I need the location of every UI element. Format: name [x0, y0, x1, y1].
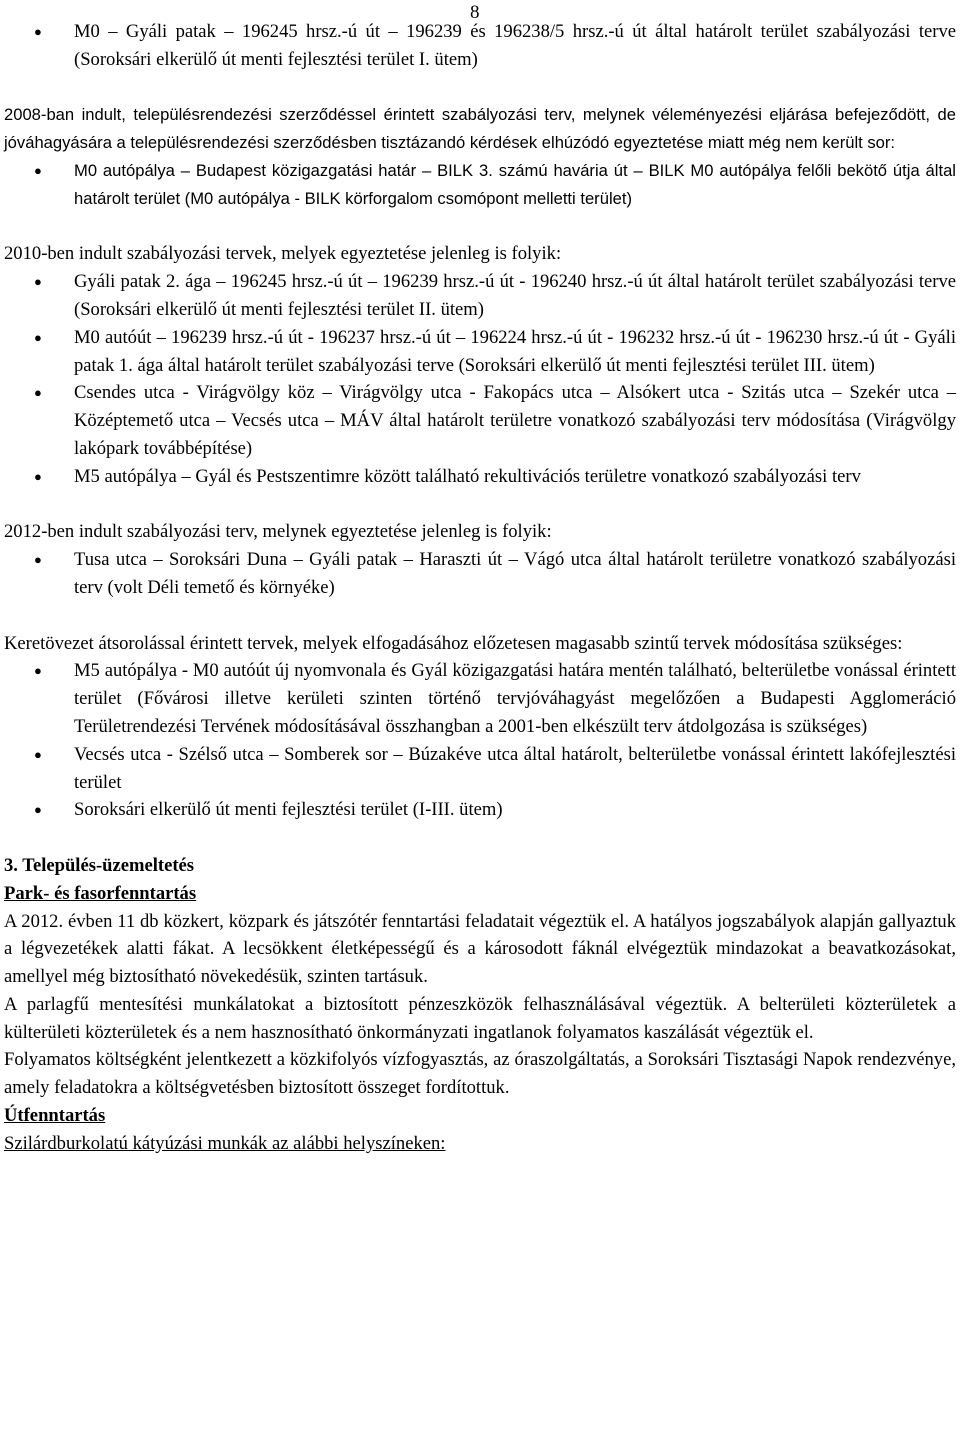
list-item: ● M0 – Gyáli patak – 196245 hrsz.-ú út – 196239 és 196238/5 hrsz.-ú út által határolt terület szabályozási terve (Soroksári elkerülő út menti fejlesztési terület I. ütem) — [4, 18, 956, 74]
list-item: ● Soroksári elkerülő út menti fejlesztési terület (I-III. ütem) — [4, 796, 956, 824]
subheading-utfenntartas: Útfenntartás — [4, 1105, 106, 1127]
list-item: ● Vecsés utca - Szélső utca – Somberek sor – Búzakéve utca által határolt, belterületbe vonással érintett lakófejlesztési terület — [4, 741, 956, 797]
list-item: ● M5 autópálya – Gyál és Pestszentimre között található rekultivációs területre vonatkozó szabályozási terv — [4, 463, 956, 491]
page-number: 8 — [470, 2, 480, 23]
list-item: ● Csendes utca - Virágvölgy köz – Virágvölgy utca - Fakopács utca – Alsókert utca - Szitás utca – Szekér utca – Középtemető utca – Vecsés utca – MÁV által határolt területre vonatkozó szabályozási terv módosítása (Virágvölgy lakópark továbbépítése) — [4, 379, 956, 462]
spacer — [4, 213, 956, 241]
spacer — [4, 74, 956, 102]
spacer — [4, 491, 956, 519]
paragraph-2012: 2012-ben indult szabályozási terv, melynek egyeztetése jelenleg is folyik: — [4, 521, 552, 543]
spacer — [4, 602, 956, 630]
paragraph-2008: 2008-ban indult, településrendezési szerződéssel érintett szabályozási terv, melynek véleményezési eljárása befejeződött, de jóváhagyására a településrendezési szerződésben tisztázandó kérdések elhúzódó egyeztetése miatt még nem került sor: — [4, 105, 956, 153]
park-paragraph: Folyamatos költségként jelentkezett a közkifolyós vízfogyasztás, az óraszolgáltatás, a Soroksári Tisztasági Napok rendezvénye, amely feladatokra a költségvetésben biztosított összeget fordítottuk. — [4, 1049, 956, 1099]
list-keretovezet — [4, 657, 956, 824]
section-heading: 3. Település-üzemeltetés — [4, 854, 195, 876]
list-2008 — [4, 157, 956, 213]
list-2010 — [4, 268, 956, 490]
list-item: ● Tusa utca – Soroksári Duna – Gyáli patak – Haraszti út – Vágó utca által határolt területre vonatkozó szabályozási terv (volt Déli temető és környéke) — [4, 546, 956, 602]
list-item: ● Gyáli patak 2. ága – 196245 hrsz.-ú út – 196239 hrsz.-ú út - 196240 hrsz.-ú út által határolt terület szabályozási terve (Soroksári elkerülő út menti fejlesztési terület II. ütem) — [4, 268, 956, 324]
list-item: ● M5 autópálya - M0 autóút új nyomvonala és Gyál közigazgatási határa mentén található, belterületbe vonással érintett terület (Fővárosi illetve kerületi szinten történő tervjóváhagyást megelőzően a Budapesti Agglomeráció Területrendezési Tervének módosításával összhangban a 2001-ben elkészült terv átdolgozása is szükséges) — [4, 657, 956, 740]
park-paragraph: A parlagfű mentesítési munkálatokat a biztosított pénzeszközök felhasználásával végeztük. A belterületi közterületek a külterületi közterületek és a nem hasznosítható önkormányzati ingatlanok folyamatos kaszálását végeztük el. — [4, 993, 956, 1043]
list-2012 — [4, 546, 956, 602]
paragraph-2010: 2010-ben indult szabályozási tervek, melyek egyeztetése jelenleg is folyik: — [4, 243, 562, 265]
spacer — [4, 824, 956, 852]
subheading-park: Park- és fasorfenntartás — [4, 882, 197, 904]
list-item: ● M0 autópálya – Budapest közigazgatási határ – BILK 3. számú havária út – BILK M0 autópálya felőli bekötő útja által határolt terület (M0 autópálya - BILK körforgalom csomópont melletti terület) — [4, 157, 956, 213]
park-paragraph: A 2012. évben 11 db közkert, közpark és játszótér fenntartási feladatait végeztük el. A hatályos jogszabályok alapján gallyaztuk a légvezetékek alatti fákat. A lecsökkent életképességű és a károsodott fáknál elvégeztük mindazokat a beavatkozásokat, amellyel még biztosítható növekedésük, szinten tartásuk. — [4, 910, 956, 988]
utfenntartas-intro: Szilárdburkolatú kátyúzási munkák az alábbi helyszíneken: — [4, 1132, 446, 1154]
intro-list — [4, 18, 956, 74]
list-item: ● M0 autóút – 196239 hrsz.-ú út - 196237 hrsz.-ú út – 196224 hrsz.-ú út - 196232 hrsz.-ú út - 196230 hrsz.-ú út - Gyáli patak 1. ága által határolt terület szabályozási terve (Soroksári elkerülő út menti fejlesztési terület III. ütem) — [4, 324, 956, 380]
paragraph-keretovezet: Keretövezet átsorolással érintett tervek, melyek elfogadásához előzetesen magasabb szintű tervek módosítása szükséges: — [4, 632, 903, 654]
page-content — [4, 18, 956, 1158]
